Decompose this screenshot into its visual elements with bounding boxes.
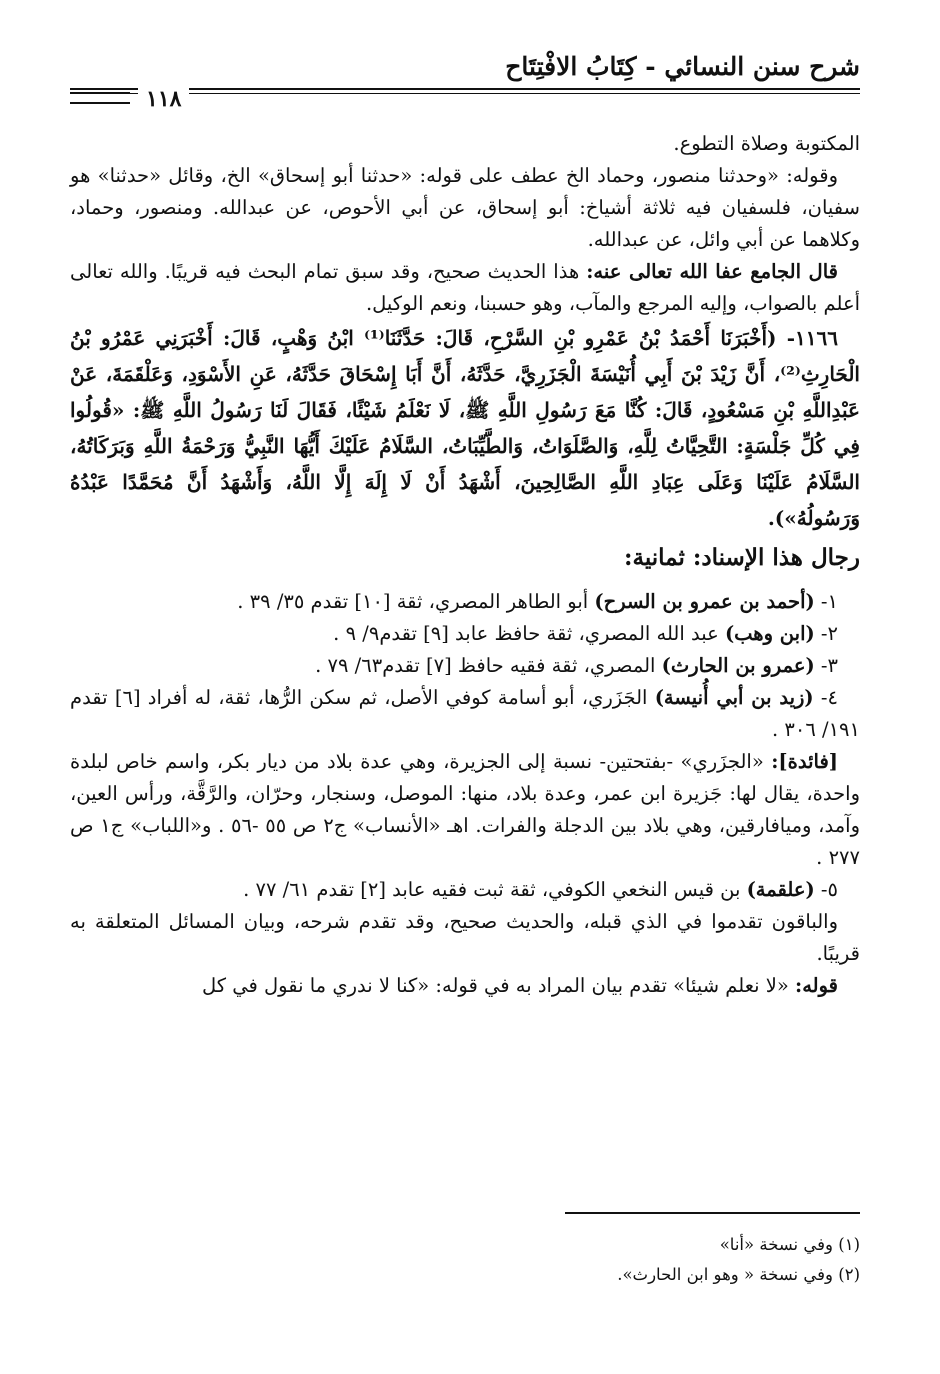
narrator-name: (علقمة) — [746, 878, 815, 901]
author-remark-text: هذا الحديث صحيح، وقد سبق تمام البحث فيه قريبًا. والله تعالى أعلم بالصواب، وإليه المرجع والمآب، وهو حسبنا، ونعم الوكيل. — [70, 260, 860, 315]
hadith-text: ١١٦٦- (أَخْبَرَنَا أَحْمَدُ بْنُ عَمْرِو بْنِ السَّرْحِ، قَالَ: حَدَّثَنَا⁽¹⁾ ابْنُ وَهْبٍ، قَالَ: أَخْبَرَنِي عَمْرُو بْنُ الْحَارِثِ⁽²⁾، أَنَّ زَيْدَ بْنَ أَبِي أُنَيْسَةَ الْجَزَرِيَّ، حَدَّثَهُ، أَنَّ أَبَا إِسْحَاقَ حَدَّثَهُ، عَنِ الأَسْوَدِ، وَعَلْقَمَةَ، عَنْ عَبْدِاللَّهِ بْنِ مَسْعُودٍ، قَالَ: كُنَّا مَعَ رَسُولِ اللَّهِ ﷺ، لَا نَعْلَمُ شَيْئًا، فَقَالَ لَنَا رَسُولُ اللَّهِ ﷺ: «قُولُوا فِي كُلِّ جَلْسَةٍ: التَّحِيَّاتُ لِلَّهِ، وَالصَّلَوَاتُ، وَالطَّيِّبَاتُ، السَّلَامُ عَلَيْكَ أَيُّهَا النَّبِيُّ وَرَحْمَةُ اللَّهِ وَبَرَكَاتُهُ، السَّلَامُ عَلَيْنَا وَعَلَى عِبَادِ اللَّهِ الصَّالِحِينَ، أَشْهَدُ أَنْ لَا إِلَهَ إِلَّا اللَّهُ، وَأَشْهَدُ أَنَّ مُحَمَّدًا عَبْدُهُ وَرَسُولُهُ»). — [70, 326, 860, 530]
narrator-details: بن قيس النخعي الكوفي، ثقة ثبت فقيه عابد [٢] تقدم ٦١/ ٧٧ . — [243, 878, 747, 901]
narrator-entry — [70, 874, 860, 906]
narrator-details: عبد الله المصري، ثقة حافظ عابد [٩] تقدم٩/ ٩ . — [333, 622, 725, 645]
narrator-name: (ابن وهب) — [724, 622, 815, 645]
faida-note — [70, 746, 860, 874]
narrator-details: المصري، ثقة فقيه حافظ [٧] تقدم٦٣/ ٧٩ . — [315, 654, 662, 677]
narrator-details: أبو الطاهر المصري، ثقة [١٠] تقدم ٣٥/ ٣٩ . — [237, 590, 595, 613]
paragraph: وقوله: «وحدثنا منصور، وحماد الخ عطف على قوله: «حدثنا أبو إسحاق» الخ، وقائل «حدثنا» هو سفيان، فلسفيان فيه ثلاثة أشياخ: أبو إسحاق، عن أبي الأحوص، عن عبدالله. ومنصور، وحماد، وكلاهما عن أبي وائل، عن عبدالله. — [70, 164, 860, 251]
author-remark-label: قال الجامع عفا الله تعالى عنه: — [586, 260, 838, 283]
footnote: (٢) وفي نسخة « وهو ابن الحارث». — [617, 1265, 860, 1284]
narrator-name: (عمرو بن الحارث) — [661, 654, 815, 677]
book-page — [70, 50, 860, 1350]
paragraph — [70, 256, 860, 320]
paragraph: المكتوبة وصلاة التطوع. — [673, 132, 860, 155]
page-number-ornament — [70, 92, 130, 104]
narrator-name: (أحمد بن عمرو بن السرح) — [594, 590, 815, 613]
comment-text: «لا نعلم شيئا» تقدم بيان المراد به في قوله: «كنا لا ندري ما نقول في كل — [201, 974, 795, 997]
narrator-entry — [70, 682, 860, 746]
comment-label: قوله: — [795, 974, 838, 997]
faida-text: «الجزَري» -بفتحتين- نسبة إلى الجزيرة، وهي عدة بلاد من ديار بكر، واسم خاص لبلدة واحدة، يقال لها: جَزيرة ابن عمر، وعدة بلاد، منها: الموصل، وسنجار، وحرّان، والرَّقَّة، ورأس العين، وآمد، وميافارقين، وهي بلاد بين الدجلة والفرات. اهـ «الأنساب» ج٢ ص ٥٥ -٥٦ . و«اللباب» ج١ ص ٢٧٧ . — [70, 750, 860, 869]
narrator-details: الجَزَري، أبو أسامة كوفي الأصل، ثم سكن الرُّها، ثقة، له أفراد [٦] تقدم ١٩١/ ٣٠٦ . — [70, 686, 860, 741]
narrator-number: ٢- — [814, 622, 838, 645]
narrator-entry — [70, 618, 860, 650]
paragraph — [70, 970, 860, 1002]
paragraph: والباقون تقدموا في الذي قبله، والحديث صحيح، وقد تقدم شرحه، وبيان المسائل المتعلقة به قريبًا. — [70, 910, 860, 965]
footnote-separator — [565, 1212, 860, 1214]
narrator-name: (زيد بن أبي أُنيسة) — [654, 686, 814, 709]
narrator-number: ٥- — [814, 878, 838, 901]
page-number: ١١٨ — [138, 86, 189, 112]
narrator-entry — [70, 586, 860, 618]
running-header — [70, 50, 860, 120]
faida-label: [فائدة]: — [771, 750, 838, 773]
narrator-number: ٤- — [813, 686, 838, 709]
section-heading: رجال هذا الإسناد: ثمانية: — [624, 544, 860, 571]
main-text — [70, 128, 860, 1002]
footnote: (١) وفي نسخة «أنا» — [719, 1235, 860, 1254]
header-title: شرح سنن النسائي - كِتَابُ الافْتِتَاح — [505, 52, 860, 81]
footnotes — [617, 1230, 860, 1290]
narrator-number: ١- — [814, 590, 838, 613]
narrator-entry — [70, 650, 860, 682]
narrator-number: ٣- — [814, 654, 838, 677]
